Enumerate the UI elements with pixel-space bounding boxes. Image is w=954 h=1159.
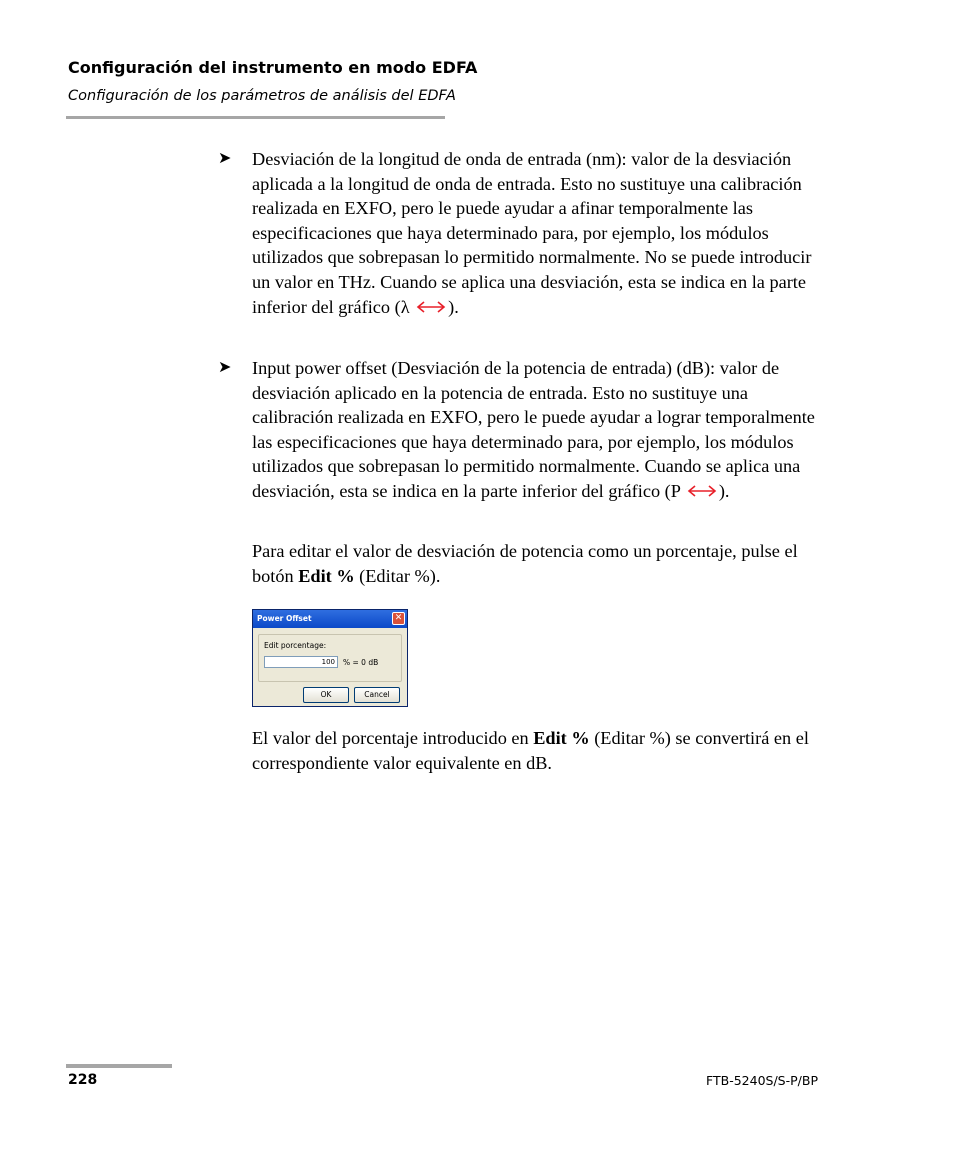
percentage-input[interactable]: 100 bbox=[264, 656, 338, 668]
bullet-text-end: ). bbox=[448, 296, 459, 317]
product-model: FTB-5240S/S-P/BP bbox=[706, 1073, 818, 1088]
edit-percent-label: Edit % bbox=[298, 565, 355, 586]
dialog-title: Power Offset bbox=[257, 614, 312, 623]
db-equivalent-readout: % = 0 dB bbox=[343, 658, 379, 667]
power-offset-dialog bbox=[252, 609, 408, 707]
paragraph-text: Para editar el valor de desviación de potencia como un porcentaje, pulse el botón bbox=[252, 541, 798, 586]
bullet-arrow-icon: ➤ bbox=[218, 359, 232, 376]
edit-percentage-label: Edit porcentage: bbox=[264, 641, 327, 650]
page-number: 228 bbox=[68, 1072, 98, 1088]
paragraph-conversion bbox=[252, 726, 822, 775]
bullet-arrow-icon: ➤ bbox=[218, 150, 232, 167]
close-icon[interactable]: ✕ bbox=[392, 612, 405, 625]
paragraph-edit-percent bbox=[252, 539, 822, 588]
paragraph-text: El valor del porcentaje introducido en bbox=[252, 728, 534, 748]
bullet-text: Input power offset (Desviación de la potencia de entrada) (dB): valor de desviación aplicado en la potencia de entrada. Esto no sustituye una calibración realizada en EXFO, pero le puede ayudar a lograr temporalmente las especificaciones que haya determinado para, por ejemplo, los módulos utilizados que sobrepasan lo permitido normalmente. Cuando se aplica una desviación, esta se indica en la parte inferior del gráfico (P bbox=[252, 358, 815, 501]
dialog-titlebar bbox=[253, 610, 407, 628]
bullet-text-end: ). bbox=[718, 480, 730, 501]
double-arrow-icon bbox=[685, 484, 719, 498]
ok-button[interactable]: OK bbox=[303, 687, 349, 703]
paragraph-text-end: (Editar %) se convertirá en el correspondiente valor equivalente en dB. bbox=[252, 728, 809, 773]
section-subtitle: Configuración de los parámetros de análisis del EDFA bbox=[68, 88, 456, 104]
footer-divider bbox=[66, 1064, 172, 1068]
cancel-button[interactable]: Cancel bbox=[354, 687, 400, 703]
bullet-item-power-offset bbox=[218, 356, 818, 504]
paragraph-text-end: (Editar %). bbox=[354, 565, 441, 586]
dialog-group-box bbox=[258, 634, 402, 682]
section-title: Configuración del instrumento en modo EDFA bbox=[68, 58, 478, 77]
header-divider bbox=[66, 116, 445, 119]
edit-percent-label: Edit % bbox=[533, 728, 590, 748]
bullet-item-wavelength-offset bbox=[218, 147, 818, 319]
double-arrow-icon bbox=[414, 300, 448, 314]
bullet-text: Desviación de la longitud de onda de entrada (nm): valor de la desviación aplicada a la longitud de onda de entrada. Esto no sustituye una calibración realizada en EXFO, pero le puede ayudar a afinar temporalmente las especificaciones que haya determinado para, por ejemplo, los módulos utilizados que sobrepasan lo permitido normalmente. No se puede introducir un valor en THz. Cuando se aplica una desviación, esta se indica en la parte inferior del gráfico (λ bbox=[252, 149, 812, 317]
